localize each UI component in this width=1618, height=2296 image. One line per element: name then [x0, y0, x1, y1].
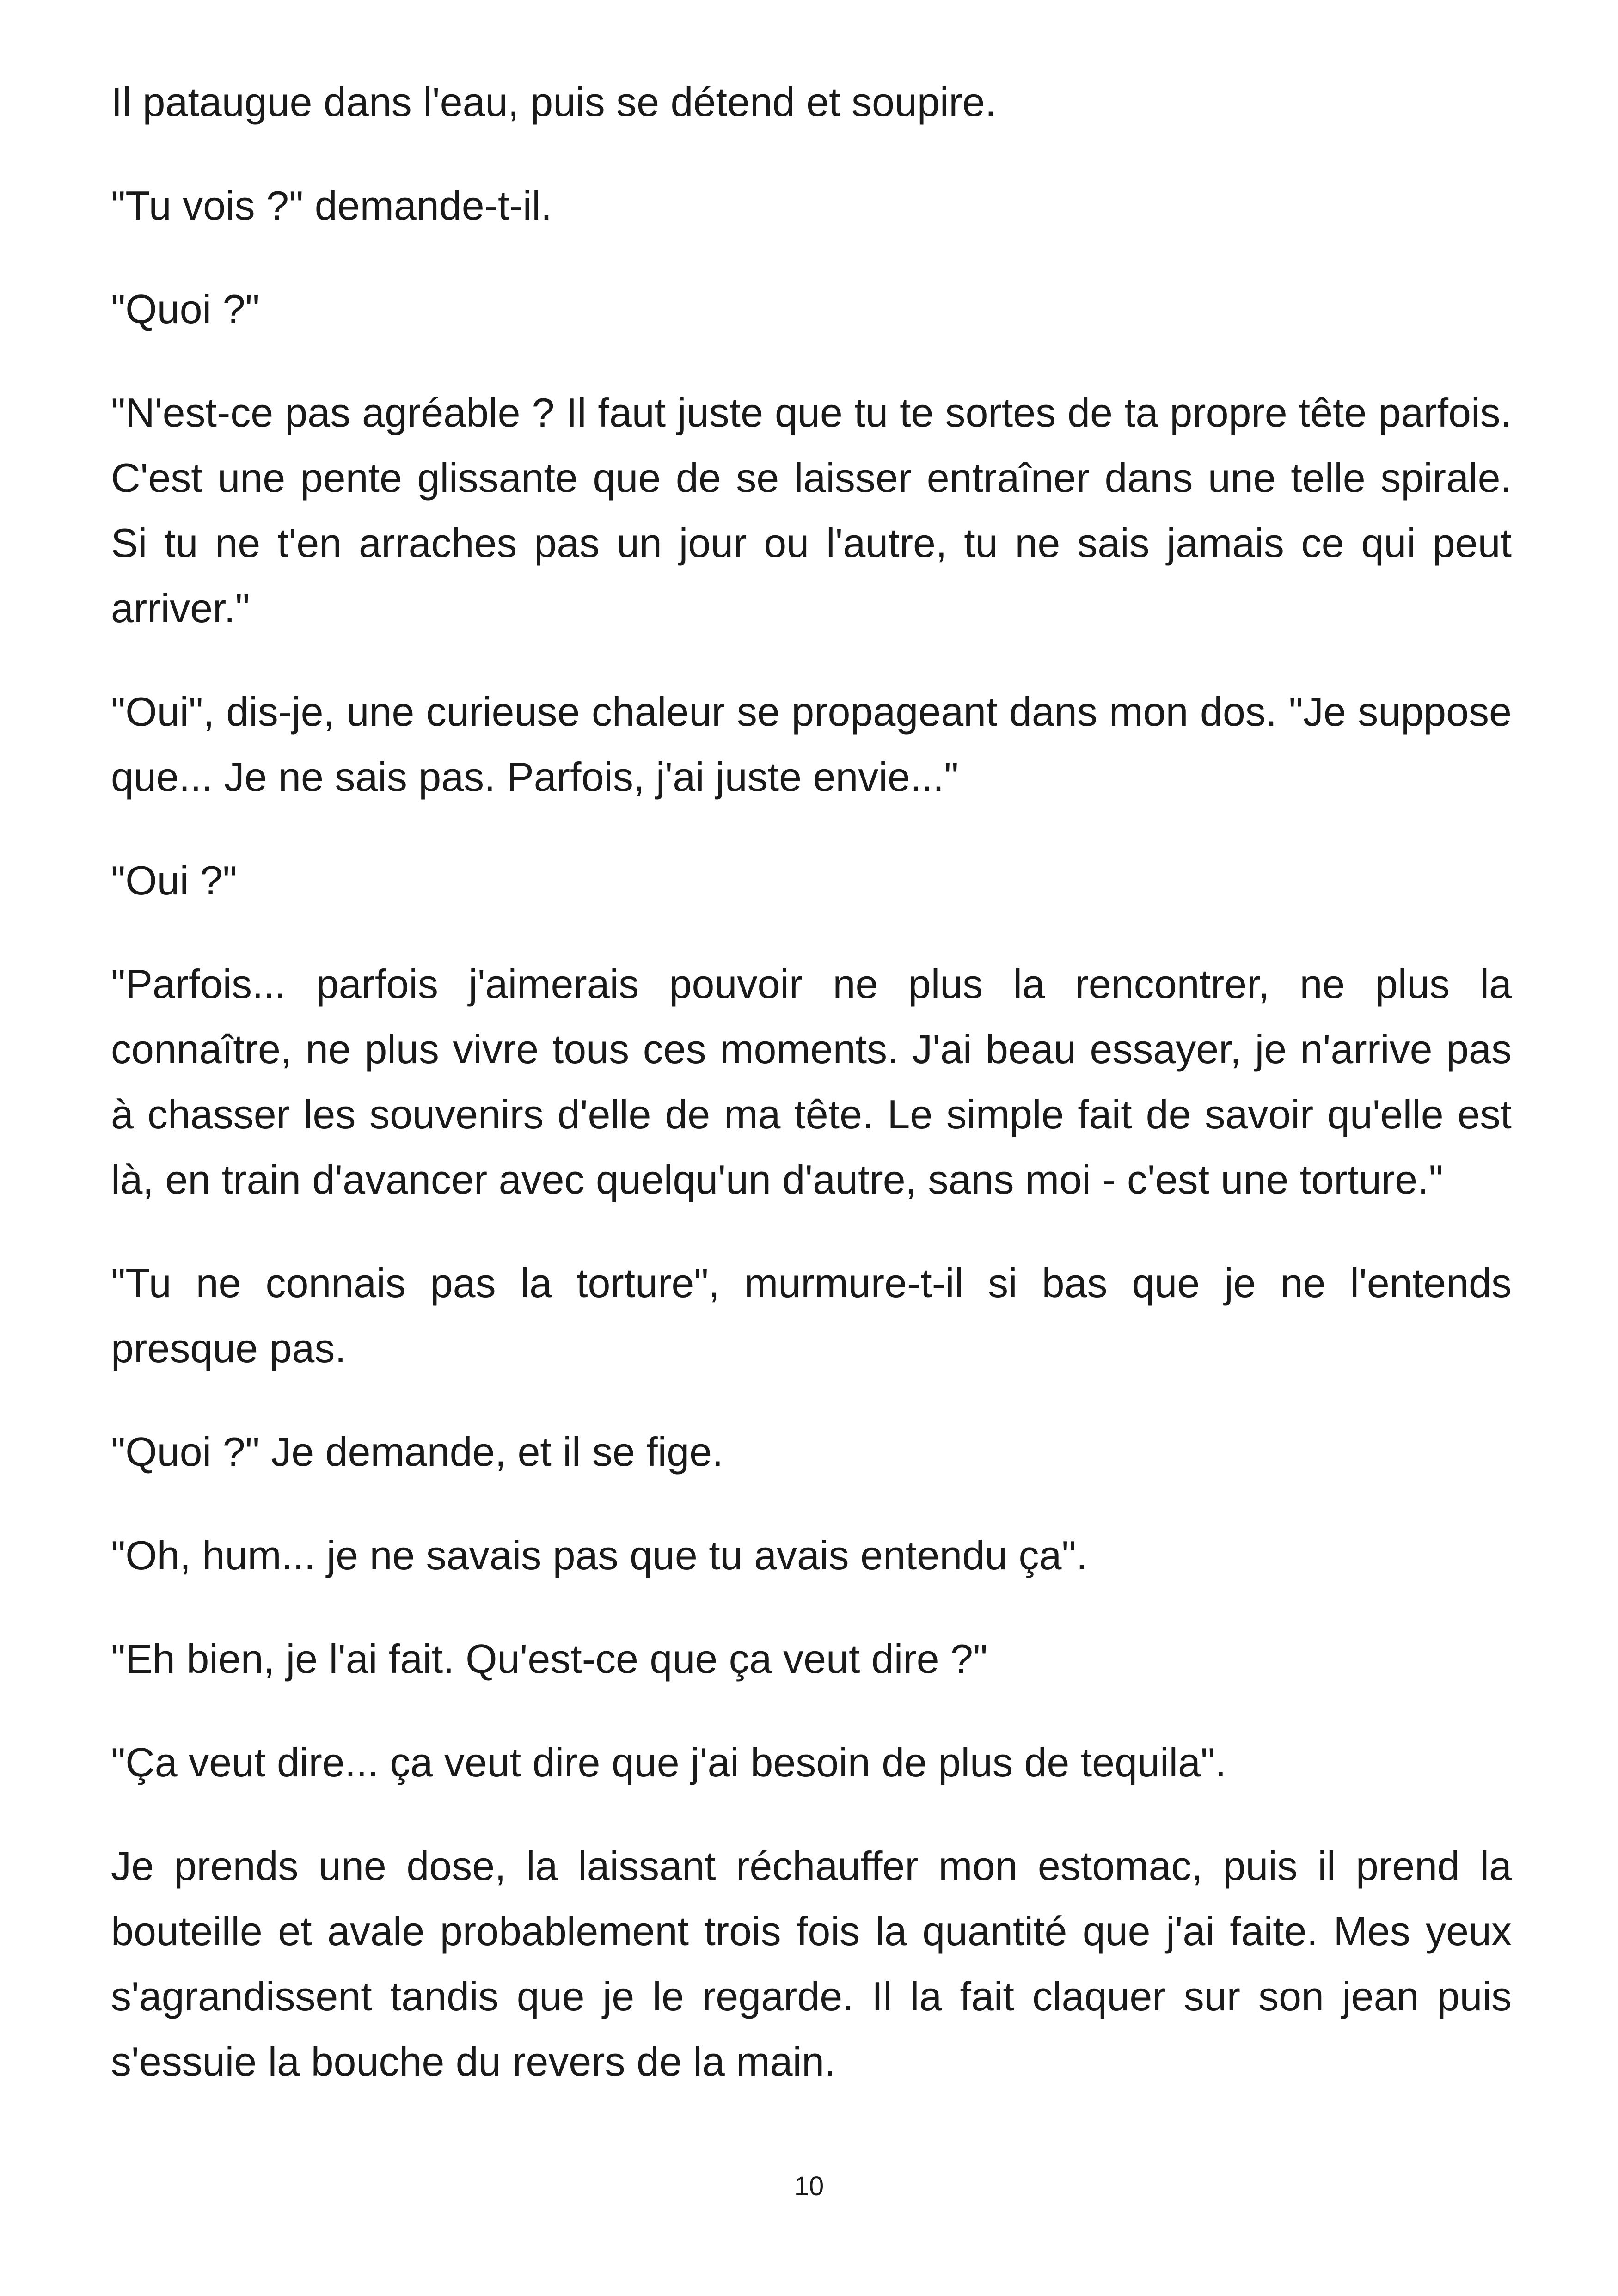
paragraph: "Tu ne connais pas la torture", murmure-t-il si bas que je ne l'entends presque pas.	[111, 1260, 1512, 1371]
paragraph: "Eh bien, je l'ai fait. Qu'est-ce que ça veut dire ?"	[111, 1636, 988, 1682]
paragraph: "N'est-ce pas agréable ? Il faut juste que tu te sortes de ta propre tête parfois. C'est une pente glissante que de se laisser entraîner dans une telle spirale. Si tu ne t'en arraches pas un jour ou l'autre, tu ne sais jamais ce qui peut arriver."	[111, 390, 1512, 631]
paragraph: "Oui", dis-je, une curieuse chaleur se propageant dans mon dos. "Je suppose que... Je ne sais pas. Parfois, j'ai juste envie..."	[111, 689, 1512, 800]
paragraph: "Quoi ?" Je demande, et il se fige.	[111, 1429, 723, 1475]
paragraph: Je prends une dose, la laissant réchauffer mon estomac, puis il prend la bouteille et avale probablement trois fois la quantité que j'ai faite. Mes yeux s'agrandissent tandis que je le regarde. Il la fait claquer sur son jean puis s'essuie la bouche du revers de la main.	[111, 1843, 1512, 2084]
page-body	[111, 69, 1512, 2094]
paragraph: "Parfois... parfois j'aimerais pouvoir ne plus la rencontrer, ne plus la connaître, ne plus vivre tous ces moments. J'ai beau essayer, je n'arrive pas à chasser les souvenirs d'elle de ma tête. Le simple fait de savoir qu'elle est là, en train d'avancer avec quelqu'un d'autre, sans moi - c'est une torture."	[111, 961, 1512, 1202]
paragraph: "Quoi ?"	[111, 286, 260, 332]
paragraph: "Ça veut dire... ça veut dire que j'ai besoin de plus de tequila".	[111, 1739, 1226, 1785]
paragraph: Il pataugue dans l'eau, puis se détend et soupire.	[111, 79, 997, 125]
paragraph: "Oh, hum... je ne savais pas que tu avais entendu ça".	[111, 1532, 1088, 1578]
paragraph: "Oui ?"	[111, 857, 237, 903]
page-number: 10	[794, 2171, 824, 2201]
paragraph: "Tu vois ?" demande-t-il.	[111, 183, 552, 228]
